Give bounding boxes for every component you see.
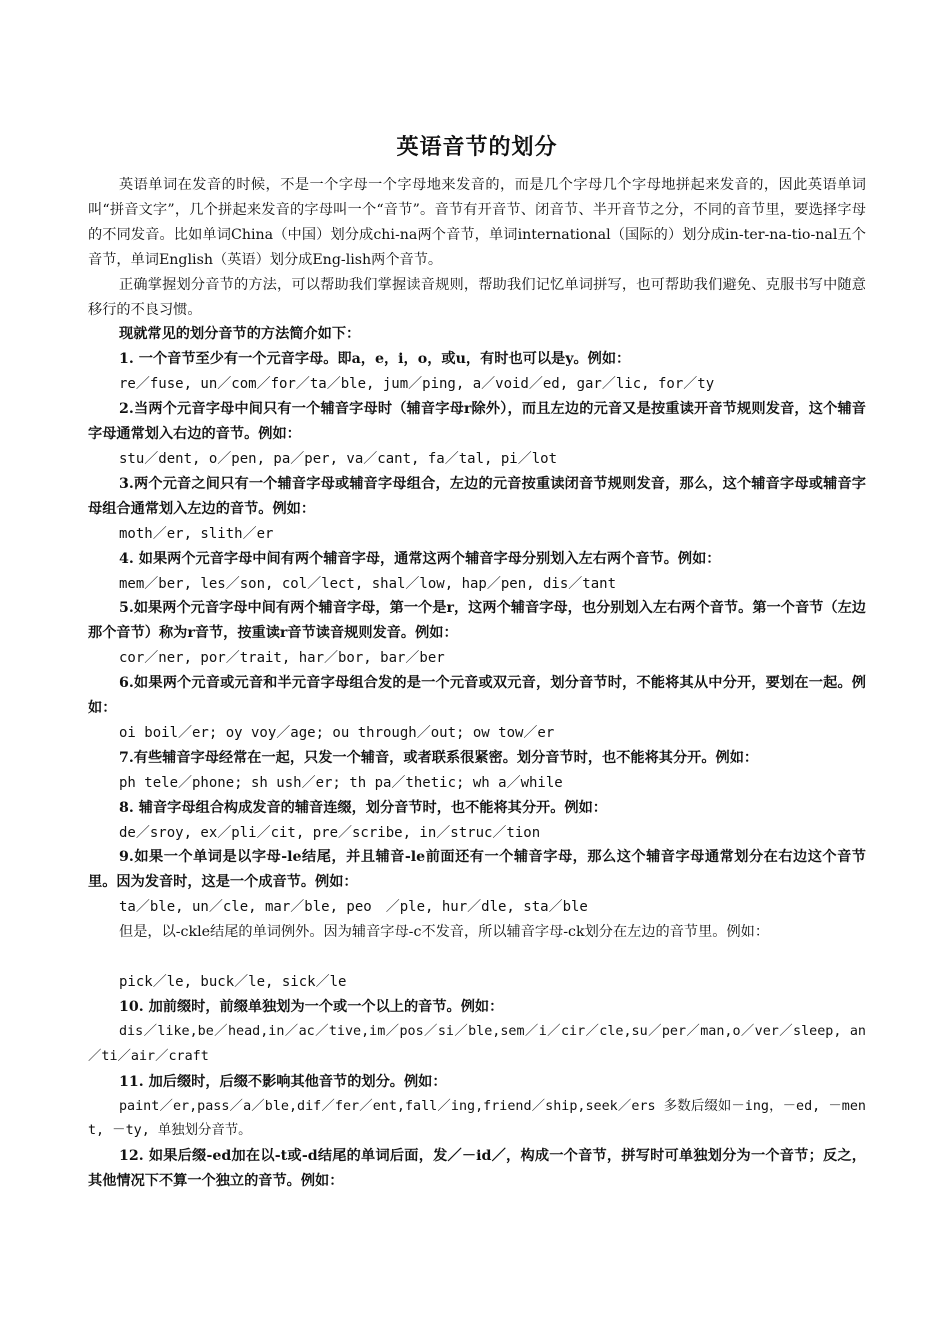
rule-1: 1. 一个音节至少有一个元音字母。即a，e，i，o，或u，有时也可以是y。例如：: [119, 351, 631, 368]
example-9: ta／ble, un／cle, mar／ble, peo ／ple, hur／dle, sta／ble: [119, 899, 588, 916]
note-9: 但是，以-ckle结尾的单词例外。因为辅音字母-c不发音，所以辅音字母-ck划分在左边的音节里。例如：: [119, 924, 770, 941]
example-7: ph tele／phone; sh ush／er; th pa／thetic; wh a／while: [119, 774, 563, 791]
document-title: 英语音节的划分: [396, 134, 558, 160]
intro-paragraph-1: 英语单词在发音的时候，不是一个字母一个字母地来发音的，而是几个字母几个字母地拼起来发音的，因此英语单词叫“拼音文字”，几个拼起来发音的字母叫一个“音节”。音节有开音节、闭音节、半开音节之分，不同的音节里，要选择字母的不同发音。比如单词China（中国）划分成chi-na两个音节，单词international（国际的）划分成in-ter-na-tio-nal五个音节，单词English（英语）划分成Eng-lish两个音节。: [88, 177, 866, 268]
example-8: de／sroy, ex／pli／cit, pre／scribe, in／struc／tion: [119, 824, 541, 841]
blank-line: [88, 945, 866, 970]
rule-4: 4. 如果两个元音字母中间有两个辅音字母，通常这两个辅音字母分别划入左右两个音节。例如：: [119, 550, 721, 567]
example-1: re／fuse, un／com／for／ta／ble, jum／ping, a／void／ed, gar／lic, for／ty: [119, 376, 715, 393]
rule-6: 6.如果两个元音或元音和半元音字母组合发的是一个元音或双元音，划分音节时，不能将其从中分开，要划在一起。例如：: [88, 675, 866, 717]
example-5: cor／ner, por／trait, har／bor, bar／ber: [119, 650, 445, 667]
rule-10: 10. 加前缀时，前缀单独划为一个或一个以上的音节。例如：: [119, 998, 504, 1015]
rule-3: 3.两个元音之间只有一个辅音字母或辅音字母组合，左边的元音按重读闭音节规则发音，那么，这个辅音字母或辅音字母组合通常划入左边的音节。例如：: [88, 475, 866, 517]
rule-9: 9.如果一个单词是以字母-le结尾，并且辅音-le前面还有一个辅音字母，那么这个辅音字母通常划分在右边这个音节里。因为发音时，这是一个成音节。例如：: [88, 849, 866, 891]
rule-2: 2.当两个元音字母中间只有一个辅音字母时（辅音字母r除外），而且左边的元音又是按重读开音节规则发音，这个辅音字母通常划入右边的音节。例如：: [88, 401, 866, 443]
rule-7: 7.有些辅音字母经常在一起，只发一个辅音，或者联系很紧密。划分音节时，也不能将其分开。例如：: [119, 749, 759, 766]
example-4: mem／ber, les／son, col／lect, shal／low, hap／pen, dis／tant: [119, 575, 617, 592]
example-6: oi boil／er; oy voy／age; ou through／out; ow tow／er: [119, 724, 555, 741]
lead-line: 现就常见的划分音节的方法简介如下：: [119, 326, 361, 343]
example-10: dis／like,be／head,in／ac／tive,im／pos／si／ble,sem／i／cir／cle,su／per／man,o／ver／sleep, an／ti／air／craft: [88, 1023, 866, 1064]
rule-11: 11. 加后缀时，后缀不影响其他音节的划分。例如：: [119, 1073, 447, 1090]
example-3: moth／er, slith／er: [119, 525, 274, 542]
example-2: stu／dent, o／pen, pa／per, va／cant, fa／tal, pi／lot: [119, 450, 558, 467]
rule-8: 8. 辅音字母组合构成发音的辅音连缀，划分音节时，也不能将其分开。例如：: [119, 799, 607, 816]
document-page: [88, 130, 866, 1194]
intro-paragraph-2: 正确掌握划分音节的方法，可以帮助我们掌握读音规则，帮助我们记忆单词拼写，也可帮助我们避免、克服书写中随意移行的不良习惯。: [88, 276, 866, 318]
example-9b: pick／le, buck／le, sick／le: [119, 973, 347, 990]
rule-5: 5.如果两个元音字母中间有两个辅音字母，第一个是r，这两个辅音字母，也分别划入左右两个音节。第一个音节（左边那个音节）称为r音节，按重读r音节读音规则发音。例如：: [88, 600, 866, 642]
example-11: paint／er,pass／a／ble,dif／fer／ent,fall／ing,friend／ship,seek／ers 多数后缀如－ing，－ed, －ment, －ty, 单独划分音节。: [88, 1098, 866, 1139]
rule-12: 12. 如果后缀-ed加在以-t或-d结尾的单词后面，发／－id／，构成一个音节，拼写时可单独划分为一个音节；反之，其他情况下不算一个独立的音节。例如：: [88, 1148, 866, 1190]
